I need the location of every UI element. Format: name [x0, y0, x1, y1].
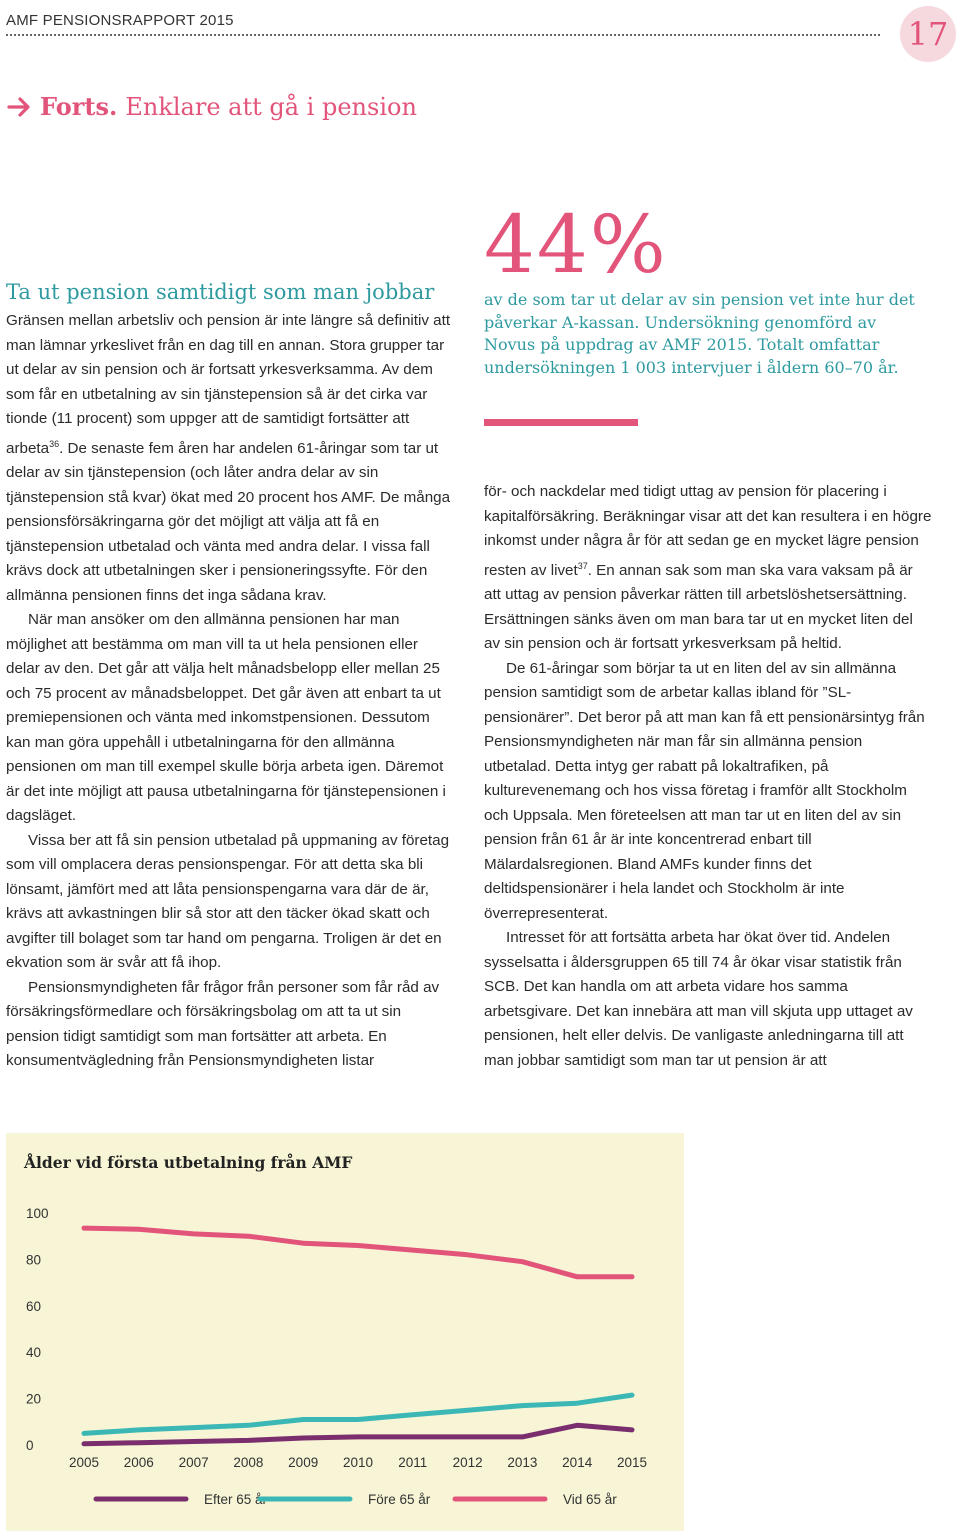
left-paragraph-2: När man ansöker om den allmänna pensionen har man möjlighet att bestämma om man vill ta ut hela pensionen eller delar av den. Det går att välja helt månadsbelopp eller mellan 25 och 75 procent av månadsbeloppet. Det går även att enbart ta ut premiepensionen och vänta med inkomstpensionen. Dessutom kan man göra uppehåll i utbetalningarna för den allmänna pensionen om man till exempel skulle börja arbeta igen. Däremot är det inte möjligt att pausa utbetalningarna för tjänstepensionen i dagsläget.: [6, 611, 446, 825]
chart-panel: [6, 1133, 684, 1531]
chart-title: Ålder vid första utbetalning från AMF: [24, 1153, 353, 1172]
right-paragraph-3: Intresset för att fortsätta arbeta har ökat över tid. Andelen sysselsatta i åldersgruppen 65 till 74 år ökar visar statistik från SCB. Det kan handla om att arbeta vidare hos samma arbetsgivare. Det kan innebära att man vill skjuta upp uttaget av pensionen, helt eller delvis. De vanligaste anledningarna till att man jobbar samtidigt som man tar ut pension är att: [484, 929, 913, 1069]
page-number: 17: [907, 15, 949, 53]
x-tick-label: 2013: [507, 1455, 538, 1470]
x-tick-label: 2008: [233, 1455, 264, 1470]
right-paragraph-1: för- och nackdelar med tidigt uttag av pension för placering i kapitalförsäkring. Beräkningar visar att det kan resultera i en högre inkomst under några år för att sedan ge en mycket lägre pension resten av livet$^{37}$. En annan sak som man ska vara vaksam på är att uttag av pension påverkar rätten till arbetslöshetsersättning. Ersättningen sänks även om man bara tar ut en mycket liten del av sin pension och är fortsatt yrkesverksam på heltid.: [484, 483, 932, 653]
header-divider: [6, 34, 880, 36]
stat-description: av de som tar ut delar av sin pension vet inte hur det påverkar A-kassan. Undersökning genomförd av Novus på uppdrag av AMF 2015. Totalt omfattar undersökningen 1 003 intervjuer i åldern 60–70 år.: [484, 290, 915, 377]
left-paragraph-4: Pensionsmyndigheten får frågor från personer som får råd av försäkringsförmedlare och försäkringsbolag om att ta ut sin pension tidigt samtidigt som man fortsätter att arbeta. En konsumentvägledning från Pensionsmyndigheten listar: [6, 978, 440, 1070]
series-line: [84, 1228, 632, 1277]
stat-value: 44%: [484, 198, 668, 291]
x-tick-label: 2012: [452, 1455, 483, 1470]
x-tick-label: 2006: [123, 1455, 154, 1470]
legend-label: Efter 65 år: [204, 1492, 268, 1507]
section-heading: [6, 92, 417, 121]
line-chart: [6, 1133, 684, 1531]
footnote-ref: 36: [49, 438, 60, 449]
footnote-ref: 37: [577, 560, 588, 571]
y-tick-label: 100: [26, 1206, 49, 1221]
arrow-right-icon: [6, 94, 32, 120]
series-line: [84, 1395, 632, 1433]
x-tick-label: 2011: [398, 1455, 428, 1470]
legend-label: Före 65 år: [368, 1492, 431, 1507]
y-tick-label: 0: [26, 1438, 34, 1453]
x-tick-label: 2014: [562, 1455, 593, 1470]
y-tick-label: 60: [26, 1298, 42, 1314]
legend-label: Vid 65 år: [563, 1492, 617, 1507]
right-column: [484, 480, 932, 1073]
header-title: AMF PENSIONSRAPPORT 2015: [6, 12, 234, 29]
article-subheading: Ta ut pension samtidigt som man jobbar: [6, 280, 435, 304]
stat-accent-bar: [484, 419, 638, 426]
page-badge: [900, 6, 956, 62]
y-tick-label: 80: [26, 1252, 42, 1268]
left-paragraph-3: Vissa ber att få sin pension utbetalad på uppmaning av företag som vill omplacera deras pensionspengar. För att detta ska bli lönsamt, jämfört med att låta pensionspengarna vara där de är, krävs att avkastningen blir så stor att den täcker ökad skatt och avgifter till bolaget som tar hand om pengarna. Troligen är det en ekvation som är svår att få ihop.: [6, 831, 450, 972]
section-title: Enklare att gå i pension: [125, 92, 417, 121]
section-prefix: Forts.: [40, 92, 118, 121]
right-paragraph-2: De 61-åringar som börjar ta ut en liten del av sin allmänna pension samtidigt som de arbetar kallas ibland för ”SL-pensionärer”. Det beror på att man kan få ett pensionärsintyg från Pensionsmyndigheten när man får sin allmänna pension utbetalad. Detta intyg ger rabatt på lokaltrafiken, på kulturevenemang och hos vissa företag i framför allt Stockholm och Uppsala. Men företeelsen att man tar ut en liten del av sin pension från 61 år är inte koncentrerad enbart till Mälardalsregionen. Bland AMFs kunder finns det deltidspensionärer i hela landet och Stockholm är inte överrepresenterat.: [484, 659, 925, 922]
x-tick-label: 2015: [616, 1455, 648, 1470]
left-paragraph-1: Gränsen mellan arbetsliv och pension är inte längre så definitiv att man lämnar yrkeslivet från en dag till en annan. Stora grupper tar ut delar av sin pension och är fortsatt yrkesverksamma. Av dem som får en utbetalning av sin tjänstepension så är det cirka var tionde (11 procent) som uppger att de samtidigt fortsätter att arbeta$^{36}$. De senaste fem åren har andelen 61-åringar som tar ut delar av sin tjänstepension (och låter andra delar av sin tjänstepension stå kvar) ökat med 20 procent hos AMF. De många pensionsförsäkringarna gör det möjligt att välja att få en tjänstepension utbetalad och vänta med andra delar. I vissa fall krävs dock att utbetalningen sker i pensioneringssyfte. För den allmänna pensionen finns det inga sådana krav.: [6, 312, 451, 604]
x-tick-label: 2009: [288, 1455, 319, 1470]
x-tick-label: 2005: [68, 1455, 100, 1470]
y-tick-label: 20: [26, 1391, 42, 1407]
x-tick-label: 2007: [178, 1455, 209, 1470]
left-column: [6, 309, 451, 1074]
x-tick-label: 2010: [342, 1455, 374, 1470]
y-tick-label: 40: [26, 1345, 42, 1361]
